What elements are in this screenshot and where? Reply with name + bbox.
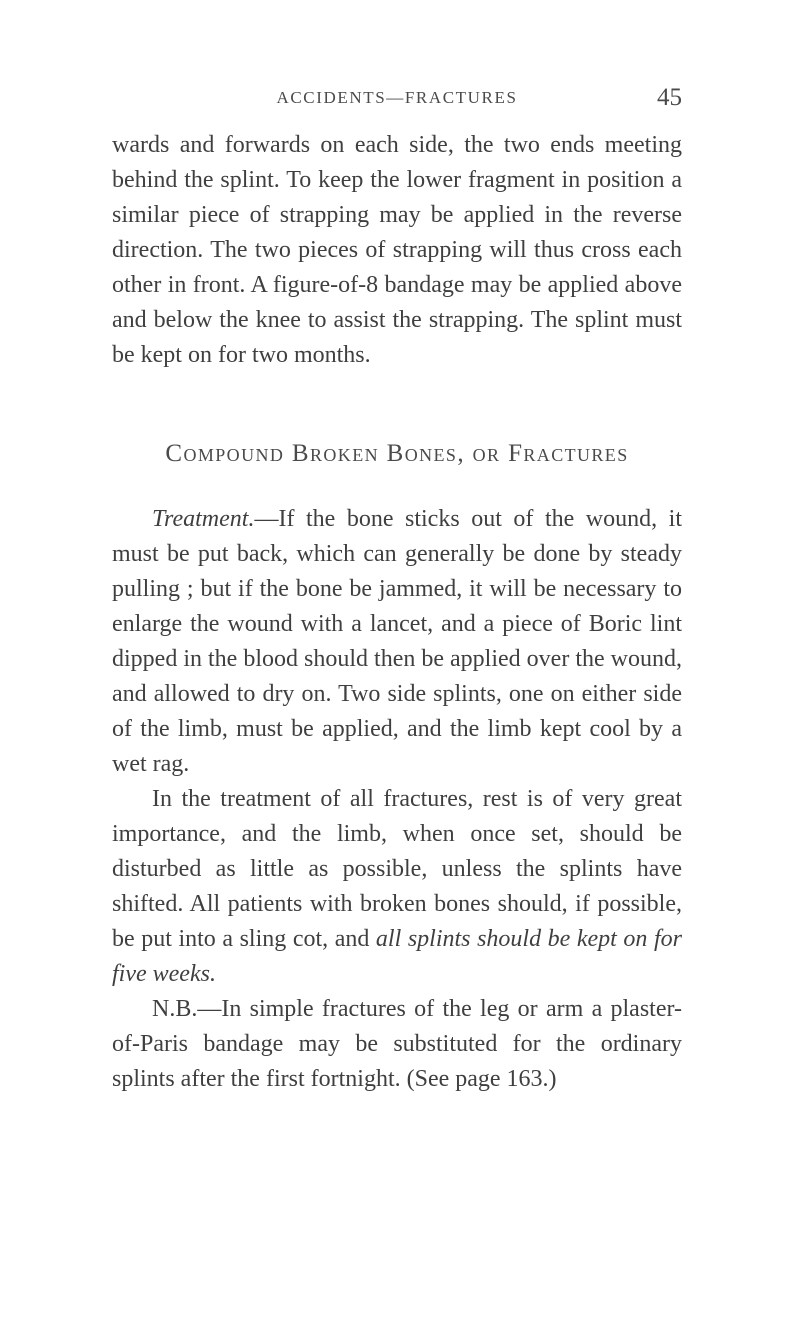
rest-emphasis: all splints should be kept on for five weeks. bbox=[112, 926, 682, 987]
rest-text: In the treatment of all fractures, rest is of very great importance, and the limb, when once set, should be disturbed as little as possible, unless the splints have shifted. All patients with broken bones should, if possible, be put into a sling cot, and bbox=[112, 786, 682, 952]
section-heading: Compound Broken Bones, or Fractures bbox=[165, 440, 629, 467]
treatment-text: —If the bone sticks out of the wound, it must be put back, which can generally be done by steady pulling ; but if the bone be jammed, it will be necessary to enlarge the wound with a lancet, and a piece of Boric lint dipped in the blood should then be applied over the wound, and allowed to dry on. Two side splints, one on either side of the limb, must be applied, and the limb kept cool by a wet rag. bbox=[112, 506, 682, 777]
note-paragraph: N.B.—In simple fractures of the leg or arm a plaster-of-Paris bandage may be substituted for the ordinary splints after the first fortnight. (See page 163.) bbox=[112, 996, 682, 1092]
treatment-lead-in: Treatment. bbox=[152, 506, 255, 532]
running-title: ACCIDENTS—FRACTURES bbox=[276, 88, 518, 107]
running-head bbox=[112, 84, 682, 118]
treatment-paragraph bbox=[112, 502, 682, 782]
rest-paragraph bbox=[112, 782, 682, 992]
continued-paragraph: wards and forwards on each side, the two ends meeting behind the splint. To keep the lower fragment in position a similar piece of strapping may be applied in the reverse direction. The two pieces of strapping will thus cross each other in front. A figure-of-8 bandage may be applied above and below the knee to assist the strapping. The splint must be kept on for two months. bbox=[112, 132, 682, 368]
continued-paragraph-block bbox=[112, 128, 682, 373]
page-number: 45 bbox=[657, 84, 682, 111]
section-body bbox=[112, 502, 682, 1097]
